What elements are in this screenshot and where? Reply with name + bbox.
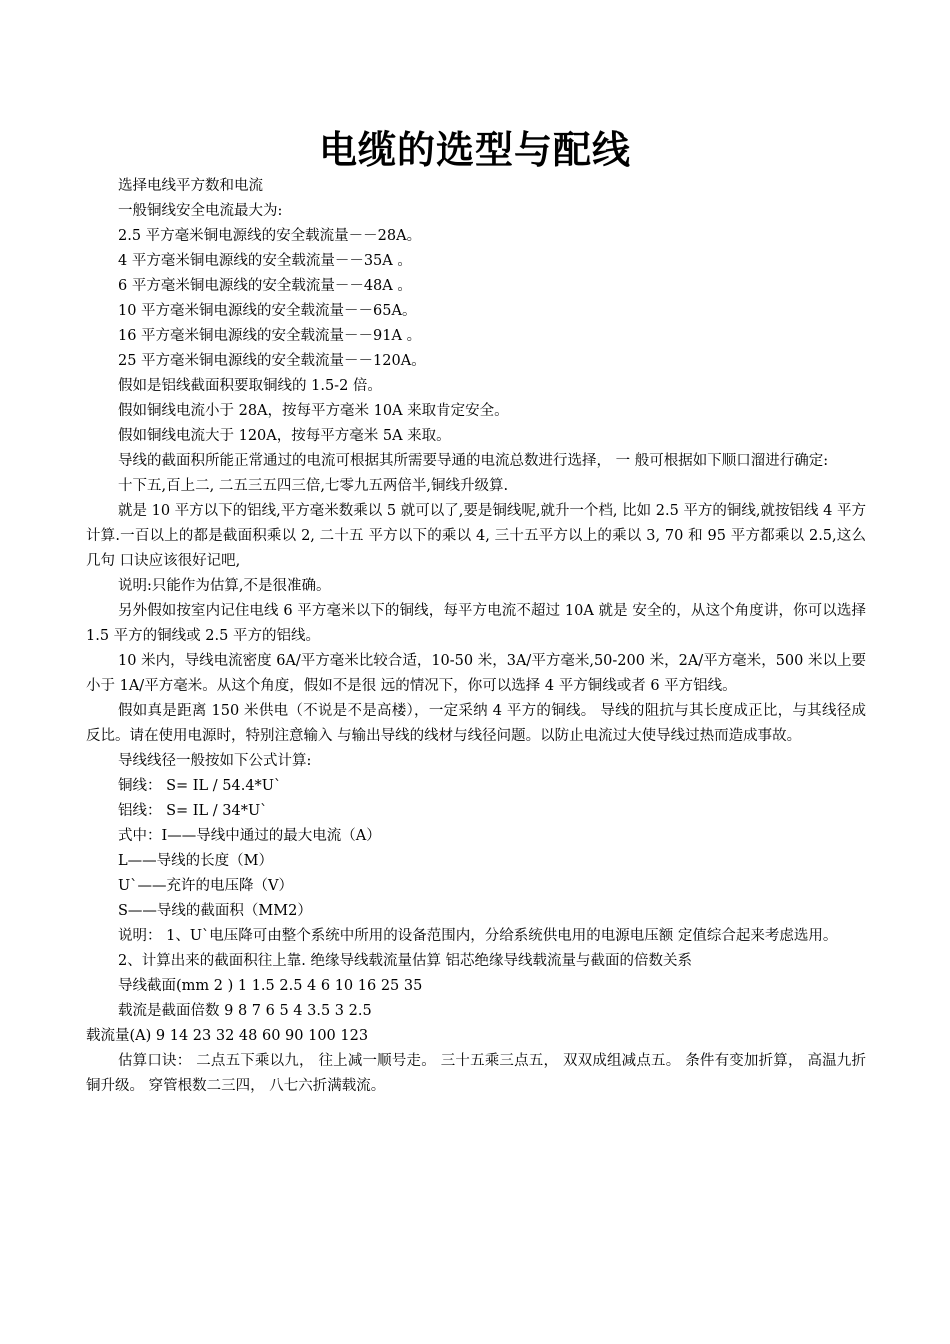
- paragraph: 说明:只能作为估算,不是很准确。: [118, 578, 331, 594]
- document-body: [86, 174, 871, 1099]
- paragraph: S——导线的截面积（MM2）: [118, 903, 312, 919]
- paragraph: 铜线： S= IL / 54.4*U`: [118, 778, 282, 794]
- paragraph: 式中：I——导线中通过的最大电流（A）: [118, 828, 381, 844]
- paragraph: 就是 10 平方以下的铝线,平方毫米数乘以 5 就可以了,要是铜线呢,就升一个档, 比如 2.5 平方的铜线,就按铝线 4 平方计算.一百以上的都是截面积乘以 2, 二十五 平方以下的乘以 4, 三十五平方以上的乘以 3, 70 和 95 平方都乘以 2.5,这么几句 口诀应该很好记吧,: [86, 503, 866, 569]
- paragraph: 假如真是距离 150 米供电（不说是不是高楼），一定采纳 4 平方的铜线。 导线的阻抗与其长度成正比，与其线径成反比。请在使用电源时，特别注意输入 与输出导线的线材与线径问题。以防止电流过大使导线过热而造成事故。: [86, 703, 866, 744]
- paragraph: 4 平方毫米铜电源线的安全载流量－－35A 。: [118, 253, 412, 269]
- paragraph: U`——充许的电压降（V）: [118, 878, 293, 894]
- paragraph: 导线截面(mm 2 ) 1 1.5 2.5 4 6 10 16 25 35: [118, 978, 423, 994]
- paragraph: 6 平方毫米铜电源线的安全载流量－－48A 。: [118, 278, 412, 294]
- paragraph: 10 米内，导线电流密度 6A/平方毫米比较合适，10-50 米，3A/平方毫米,50-200 米，2A/平方毫米，500 米以上要小于 1A/平方毫米。从这个角度，假如不是很 远的情况下，你可以选择 4 平方铜线或者 6 平方铝线。: [86, 653, 866, 694]
- paragraph: 选择电线平方数和电流: [118, 178, 263, 194]
- paragraph: 另外假如按室内记住电线 6 平方毫米以下的铜线，每平方电流不超过 10A 就是 安全的，从这个角度讲，你可以选择 1.5 平方的铜线或 2.5 平方的铝线。: [86, 603, 871, 644]
- paragraph: 假如铜线电流小于 28A，按每平方毫米 10A 来取肯定安全。: [118, 403, 509, 419]
- paragraph: 载流量(A) 9 14 23 32 48 60 90 100 123: [86, 1028, 369, 1044]
- paragraph: 导线线径一般按如下公式计算:: [118, 753, 312, 769]
- paragraph: 假如是铝线截面积要取铜线的 1.5-2 倍。: [118, 378, 382, 394]
- paragraph: 一般铜线安全电流最大为:: [118, 203, 283, 219]
- paragraph: 2.5 平方毫米铜电源线的安全载流量－－28A。: [118, 228, 422, 244]
- paragraph: 说明： 1、U`电压降可由整个系统中所用的设备范围内，分给系统供电用的电源电压额 定值综合起来考虑选用。: [118, 928, 838, 944]
- paragraph: 导线的截面积所能正常通过的电流可根据其所需要导通的电流总数进行选择， 一 般可根据如下顺口溜进行确定:: [118, 453, 829, 469]
- paragraph: 25 平方毫米铜电源线的安全载流量－－120A。: [118, 353, 426, 369]
- paragraph: L——导线的长度（M）: [118, 853, 273, 869]
- paragraph: 估算口诀： 二点五下乘以九， 往上减一顺号走。 三十五乘三点五， 双双成组减点五。 条件有变加折算， 高温九折铜升级。 穿管根数二三四， 八七六折满载流。: [86, 1053, 866, 1094]
- document-title: 电缆的选型与配线: [318, 128, 631, 172]
- paragraph: 2、计算出来的截面积往上靠. 绝缘导线载流量估算 铝芯绝缘导线载流量与截面的倍数关系: [118, 953, 693, 969]
- paragraph: 十下五,百上二, 二五三五四三倍,七零九五两倍半,铜线升级算.: [118, 478, 509, 494]
- paragraph: 载流是截面倍数 9 8 7 6 5 4 3.5 3 2.5: [118, 1003, 372, 1019]
- paragraph: 10 平方毫米铜电源线的安全载流量－－65A。: [118, 303, 417, 319]
- paragraph: 16 平方毫米铜电源线的安全载流量－－91A 。: [118, 328, 422, 344]
- paragraph: 假如铜线电流大于 120A，按每平方毫米 5A 来取。: [118, 428, 451, 444]
- paragraph: 铝线： S= IL / 34*U`: [118, 803, 268, 819]
